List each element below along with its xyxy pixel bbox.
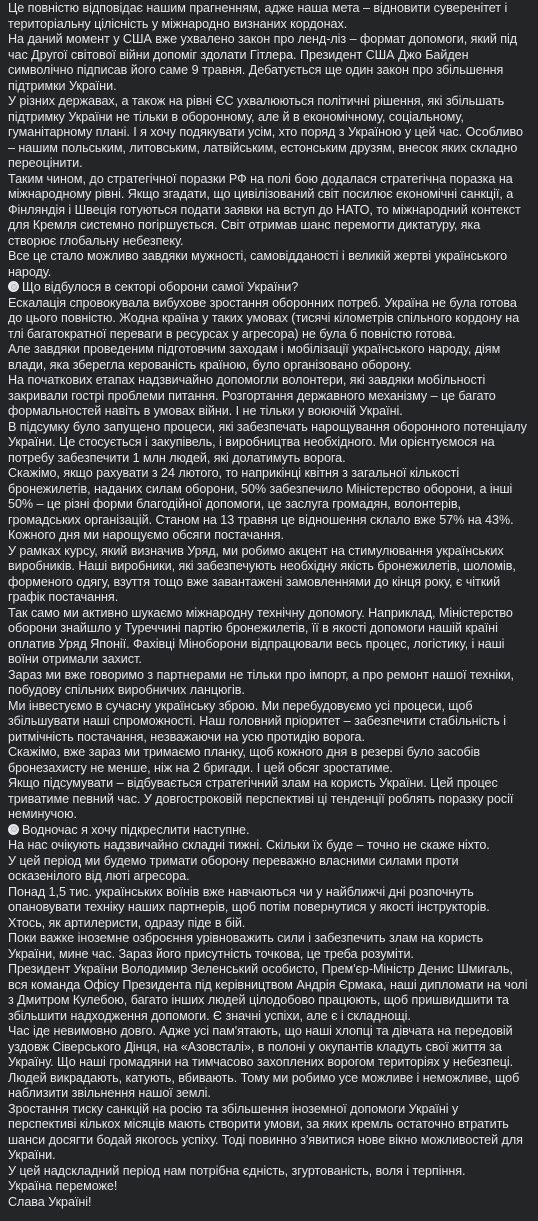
post-section-heading (8, 823, 530, 839)
post-paragraph: Зростання тиску санкцій на росію та збільшення іноземної допомоги Україні у перспективі кількох місяців мають створити умови, за яких кремль остаточно втратить шанси досягти бодай якогось успіху. Тоді повинно з'явитися нове вікно можливостей для України. (8, 1101, 523, 1162)
post-paragraph: Зараз ми вже говоримо з партнерами не тільки про імпорт, а про ремонт нашої техніки, побудову спільних виробничих ланцюгів. (8, 667, 514, 697)
post-paragraph: Якщо підсумувати – відбувається стратегічний злам на користь України. Цей процес триватиме певний час. У довгостроковій перспективі ці тенденції роблять поразку росії неминучою. (8, 776, 514, 821)
post-section-heading-text: Що відбулося в секторі оборони самої України? (22, 280, 299, 294)
post-paragraph: Все це стало можливо завдяки мужності, самовідданості і великій жертві українського народу. (8, 249, 508, 279)
post-paragraph: Таким чином, до стратегічної поразки РФ на полі бою додалася стратегічна поразка на міжнародному рівні. Якщо згадати, що цивілізований світ посилює економічні санкції, а Фінляндія і Швеція готуються подати заявки на вступ до НАТО, то міжнародний контекст для Кремля системно погіршується. Світ отримав шанс перемогти диктатуру, яка створює глобальну небезпеку. (8, 171, 521, 248)
post-paragraph: Президент України Володимир Зеленський особисто, Прем'єр-Міністр Денис Шмигаль, вся команда Офісу Президента під керівництвом Андрія Єрмака, наші дипломати на чолі з Дмитром Кулебою, багато інших людей цілодобово працюють, щоб пришвидшити та збільшити надходження допомоги. Є значні успіхи, але є і складнощі. (8, 962, 528, 1023)
post-paragraph: На початкових етапах надзвичайно допомогли волонтери, які завдяки мобільності закривали гострі проблеми питання. Розгортання державного механізму – це багато формальностей навіть в умовах війни. І не тільки у воюючій Україні. (8, 373, 496, 418)
post-paragraph: У різних державах, а також на рівні ЄС ухвалюються політичні рішення, які збільшать підтримку України не тільки в оборонному, але й в економічному, соціальному, гуманітарному плані. І я хочу подякувати усім, хто поряд з Україною у цей час. Особливо – нашим польським, литовським, латвійським, естонським друзям, внесок яких складно переоцінити. (8, 94, 523, 170)
post-paragraph: Ми інвестуємо в сучасну українську зброю. Ми перебудовуємо усі процеси, щоб збільшувати наші спроможності. Наш головний пріоритет – забезпечити стабільність і ритмічність постачання, незважаючи на усю протидію ворога. (8, 698, 506, 744)
post-paragraph: Понад 1,5 тис. українських воїнів вже навчаються чи у найближчі дні розпочнуть опановувати техніку наших партнерів, щоб потім повернутися у якості інструкторів. Хтось, як артилеристи, одразу піде в бій. (8, 884, 490, 930)
post-paragraph: На нас очікують надзвичайно складні тижні. Скільки їх буде – точно не скаже ніхто. (8, 838, 490, 852)
white-circle-icon (8, 824, 19, 835)
post-paragraph: У рамках курсу, який визначив Уряд, ми робимо акцент на стимулювання українських виробників. Наші виробники, які забезпечують необхідну якість бронежилетів, шоломів, форменого одягу, взуття тощо вже завантажені замовленнями до кінця року, є чіткий графік постачання. (8, 543, 516, 604)
post-paragraph: Поки важке іноземне озброєння урівноважить сили і забезпечить злам на користь України, мине час. Зараз його присутність точкова, це треба розуміти. (8, 931, 484, 961)
post-paragraph: У цей надскладний період нам потрібна єдність, згуртованість, воля і терпіння. (8, 1163, 466, 1178)
post-paragraph: Скажімо, якщо рахувати з 24 лютого, то наприкінці квітня з загальної кількості бронежилетів, наданих силам оборони, 50% забезпечило Міністерство оборони, а інші 50% – це різні форми благодійної допомоги, це заслуга громадян, волонтерів, громадських організацій. Станом на 13 травня це відношення склало вже 57% на 43%. Кожного дня ми нарощуємо обсяги постачання. (8, 466, 514, 542)
post-paragraph: Слава Україні! (8, 1194, 92, 1209)
post-paragraph: Час іде невимовно довго. Адже усі пам'ятають, що наші хлопці та дівчата на передовій уздовж Сіверського Дінця, на «Азовсталі», в полоні у окупантів кладуть свої життя за Україну. Що наші громадяни на тимчасово захоплених ворогом територіях у небезпеці. Людей викрадають, катують, вбивають. Тому ми робимо усе можливе і неможливе, щоб наблизити звільнення нашої землі. (8, 1024, 520, 1100)
white-circle-icon (8, 281, 19, 292)
post-paragraph: В підсумку було запущено процеси, які забезпечать нарощування оборонного потенціалу України. Це стосується і закупівель, і виробництва необхідного. Ми орієнтуємося на потребу забезпечити 1 млн людей, які долатимуть ворога. (8, 419, 527, 465)
post-section-heading-text: Водночас я хочу підкреслити наступне. (22, 822, 250, 837)
post-paragraph: Україна переможе! (8, 1179, 118, 1193)
post-section-heading (8, 280, 530, 296)
post-paragraph: Скажімо, вже зараз ми тримаємо планку, щоб кожного дня в резерві було засобів бронезахисту не менше, ніж на 2 бригади. І цей обсяг зростатиме. (8, 745, 481, 775)
post-paragraph: Так само ми активно шукаємо міжнародну технічну допомогу. Наприклад, Міністерство оборони знайшло у Туреччині партію бронежилетів, її в якості допомоги нашій країні оплатив Уряд Японії. Фахівці Міноборони відпрацювали весь процес, логістику, і наші воїни отримали захист. (8, 605, 513, 666)
post-paragraph: Але завдяки проведеним підготовчим заходам і мобілізації українського народу, діям влади, яка зберегла керованість країною, було організовано оборону. (8, 342, 501, 372)
post-paragraph: У цей період ми будемо тримати оборону переважно власними силами проти осказенілого від люті агресора. (8, 853, 459, 883)
post-paragraph: Це повністю відповідає нашим прагненням, адже наша мета – відновити суверенітет і територіальну цілісність у міжнародно визнаних кордонах. (8, 1, 508, 31)
post-paragraph: Ескалація спровокувала вибухове зростання оборонних потреб. Україна не була готова до цього повністю. Жодна країна у таких умовах (тисячі кілометрів спільного кордону на тлі багатократної переваги в ресурсах у агресора) не була б повністю готова. (8, 295, 520, 341)
post-paragraph: На даний момент у США вже ухвалено закон про ленд-ліз – формат допомоги, який під час Другої світової війни допоміг здолати Гітлера. Президент США Джо Байден символічно підписав його саме 9 травня. Дебатується ще один закон про збільшення підтримки України. (8, 32, 518, 93)
